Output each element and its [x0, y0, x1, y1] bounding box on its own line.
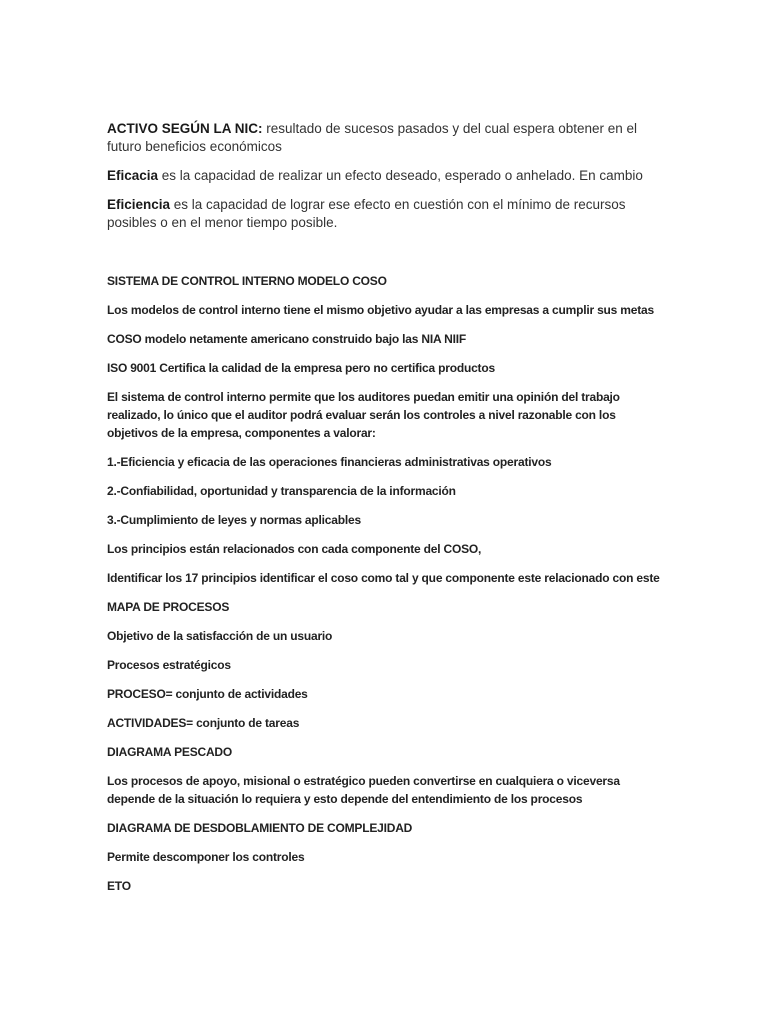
note-17-principios: Identificar los 17 principios identificar el coso como tal y que componente este relacionado con este [107, 571, 660, 585]
note-objetivo-usuario: Objetivo de la satisfacción de un usuario [107, 629, 333, 643]
term-activo: ACTIVO SEGÚN LA NIC: [107, 121, 263, 136]
list-item-3: 3.-Cumplimiento de leyes y normas aplicables [107, 513, 361, 527]
note-principios: Los principios están relacionados con cada componente del COSO, [107, 542, 482, 556]
list-item-1: 1.-Eficiencia y eficacia de las operaciones financieras administrativas operativos [107, 455, 552, 469]
note-procesos-estrategicos: Procesos estratégicos [107, 658, 231, 672]
definition-eficacia-text: es la capacidad de realizar un efecto deseado, esperado o anhelado. En cambio [158, 168, 643, 183]
definition-activo [107, 120, 667, 156]
note-iso-9001: ISO 9001 Certifica la calidad de la empresa pero no certifica productos [107, 361, 495, 375]
term-eficacia: Eficacia [107, 168, 159, 183]
heading-diagrama-desdoblamiento: DIAGRAMA DE DESDOBLAMIENTO DE COMPLEJIDAD [107, 821, 413, 835]
note-actividades: ACTIVIDADES= conjunto de tareas [107, 716, 300, 730]
definition-eficacia [107, 167, 667, 185]
heading-sistema-control: SISTEMA DE CONTROL INTERNO MODELO COSO [107, 274, 387, 288]
list-item-2: 2.-Confiabilidad, oportunidad y transparencia de la información [107, 484, 456, 498]
heading-diagrama-pescado: DIAGRAMA PESCADO [107, 745, 233, 759]
heading-eto: ETO [107, 879, 131, 893]
definition-eficiencia-text: es la capacidad de lograr ese efecto en cuestión con el mínimo de recursos posibles o en el menor tiempo posible. [107, 197, 626, 230]
note-coso: COSO modelo netamente americano construido bajo las NIA NIIF [107, 332, 466, 346]
definition-eficiencia [107, 196, 667, 232]
document-page [107, 120, 667, 906]
heading-mapa-procesos: MAPA DE PROCESOS [107, 600, 230, 614]
note-sistema-auditores: El sistema de control interno permite que los auditores puedan emitir una opinión del trabajo realizado, lo único que el auditor podrá evaluar serán los controles a nivel razonable con los objetivos de la empresa, componentes a valorar: [107, 390, 620, 440]
definition-activo-text: resultado de sucesos pasados y del cual espera obtener en el futuro beneficios económicos [107, 121, 638, 154]
note-proceso: PROCESO= conjunto de actividades [107, 687, 308, 701]
note-procesos-apoyo: Los procesos de apoyo, misional o estratégico pueden convertirse en cualquiera o viceversa depende de la situación lo requiera y esto depende del entendimiento de los procesos [107, 774, 620, 806]
note-modelos-control: Los modelos de control interno tiene el mismo objetivo ayudar a las empresas a cumplir sus metas [107, 303, 654, 317]
note-descomponer-controles: Permite descomponer los controles [107, 850, 305, 864]
term-eficiencia: Eficiencia [107, 197, 171, 212]
